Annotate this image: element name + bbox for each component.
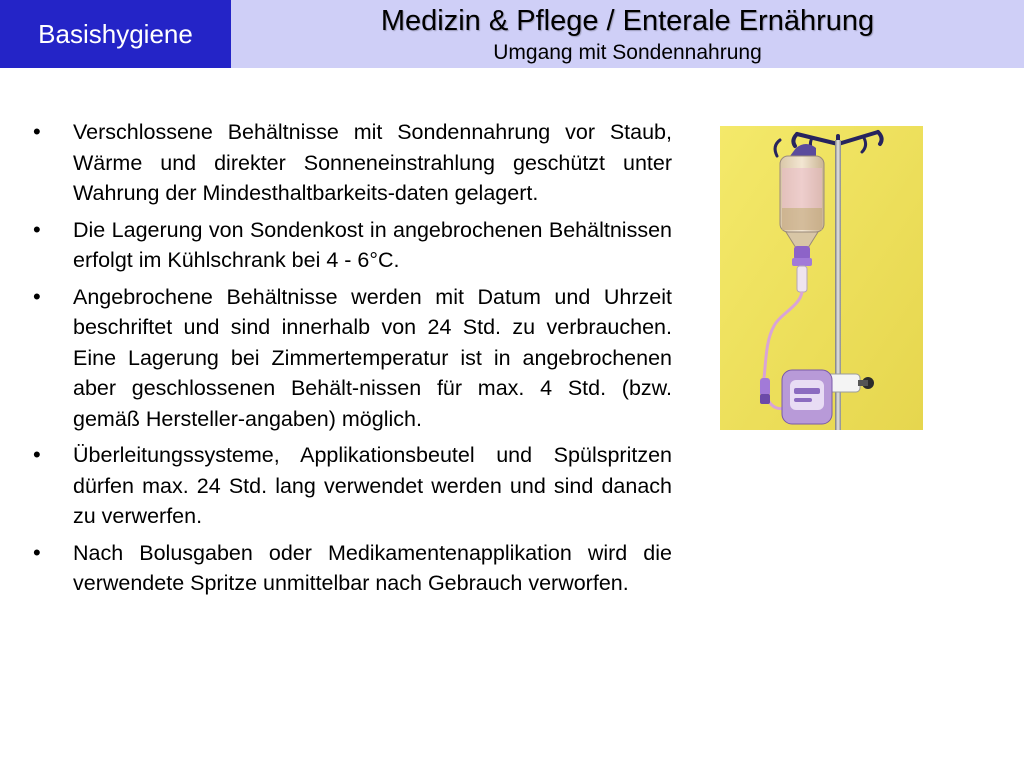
bullet-text: Die Lagerung von Sondenkost in angebrochenen Behältnissen erfolgt im Kühlschrank bei 4 - 6°C. — [73, 217, 672, 272]
bullet-icon: • — [33, 442, 41, 467]
bullet-text: Überleitungssysteme, Applikationsbeutel und Spülspritzen dürfen max. 24 Std. lang verwendet werden und sind danach zu verwerfen. — [73, 443, 672, 528]
list-item — [30, 538, 672, 599]
feeding-set-photo — [720, 126, 923, 430]
bullet-text: Angebrochene Behältnisse werden mit Datum und Uhrzeit beschriftet und sind innerhalb von 24 Std. zu verbrauchen. Eine Lagerung bei Zimmertemperatur ist in angebrochenen aber geschlossenen Behält-nissen für max. 4 Std. (bzw. gemäß Hersteller-angaben) möglich. — [73, 284, 672, 431]
bullet-text: Verschlossene Behältnisse mit Sondennahrung vor Staub, Wärme und direkter Sonneneinstrahlung geschützt unter Wahrung der Mindesthaltbarkeits-daten gelagert. — [73, 120, 672, 205]
list-item — [30, 282, 672, 435]
title-block — [231, 0, 1024, 68]
bullet-icon: • — [33, 119, 41, 144]
bullet-icon: • — [33, 539, 41, 565]
page-subtitle: Umgang mit Sondennahrung — [493, 41, 762, 64]
page-title: Medizin & Pflege / Enterale Ernährung — [380, 5, 875, 37]
iv-stand-illustration — [720, 126, 923, 430]
bullet-text: Nach Bolusgaben oder Medikamentenapplikation wird die verwendete Spritze unmittelbar nach Gebrauch verworfen. — [73, 540, 672, 595]
bullet-icon: • — [33, 216, 41, 242]
bullet-list — [30, 117, 672, 605]
list-item — [30, 117, 672, 209]
bullet-icon: • — [33, 283, 41, 309]
section-tag: Basishygiene — [0, 0, 231, 68]
header-bar — [0, 0, 1024, 68]
list-item — [30, 215, 672, 276]
list-item — [30, 440, 672, 532]
